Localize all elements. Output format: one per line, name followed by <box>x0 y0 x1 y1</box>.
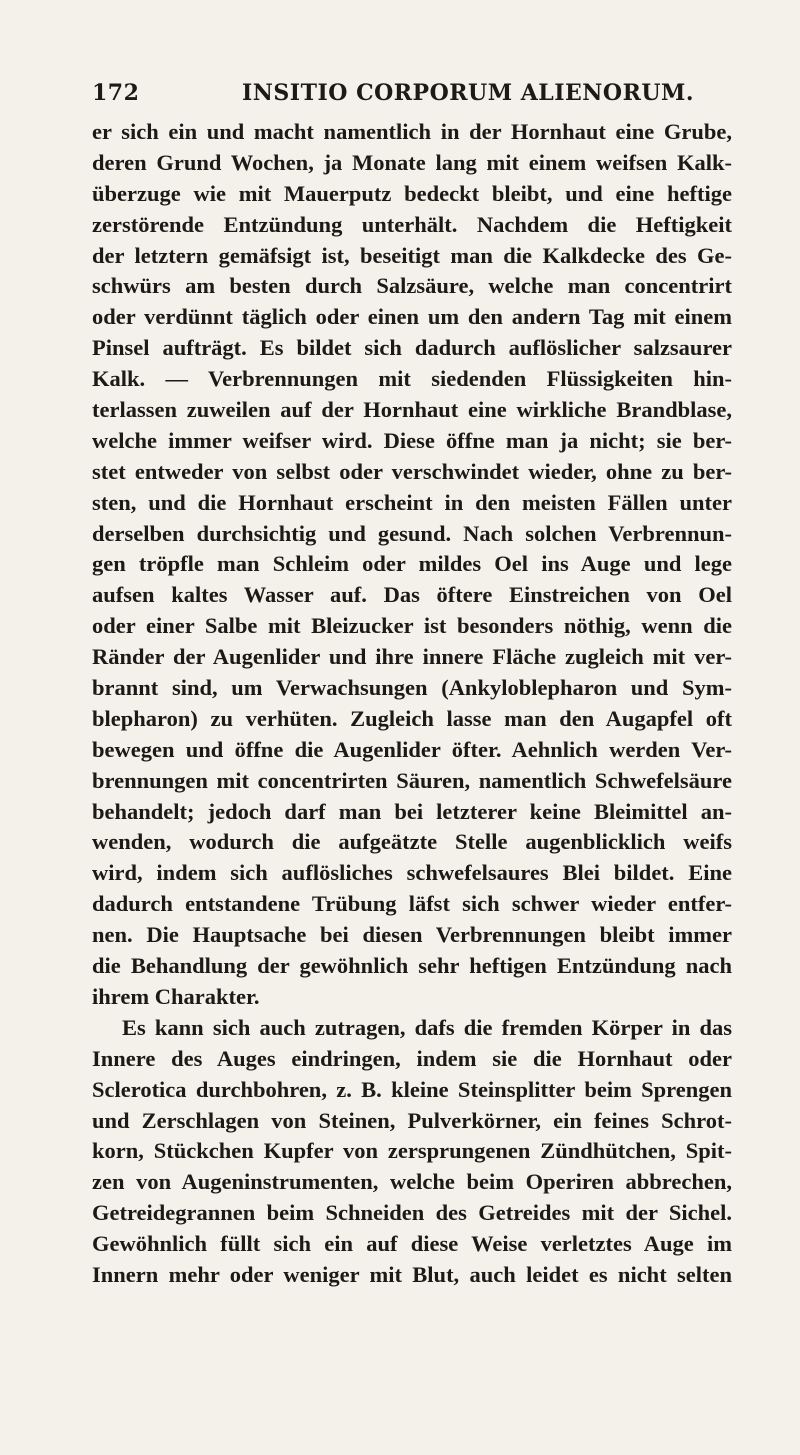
text-line: aufsen kaltes Wasser auf. Das öftere Einstreichen von Oel <box>92 582 732 608</box>
text-line: Es kann sich auch zutragen, dafs die fremden Körper in das <box>122 1014 732 1040</box>
text-line: Getreidegrannen beim Schneiden des Getreides mit der Sichel. <box>92 1200 732 1226</box>
text-line: dadurch entstandene Trübung läfst sich schwer wieder entfer- <box>92 891 732 917</box>
text-line: nen. Die Hauptsache bei diesen Verbrennungen bleibt immer <box>92 922 732 948</box>
text-line: oder verdünnt täglich oder einen um den andern Tag mit einem <box>92 304 732 330</box>
body-text <box>92 117 732 1291</box>
text-line: behandelt; jedoch darf man bei letzterer keine Bleimittel an- <box>92 798 732 824</box>
text-line: brannt sind, um Verwachsungen (Ankyloblepharon und Sym- <box>92 675 732 701</box>
text-line: ihrem Charakter. <box>92 983 260 1009</box>
text-line: der letztern gemäfsigt ist, beseitigt man die Kalkdecke des Ge- <box>92 242 732 268</box>
text-line: sten, und die Hornhaut erscheint in den meisten Fällen unter <box>92 489 732 515</box>
running-title: INSITIO CORPORUM ALIENORUM. <box>242 80 695 106</box>
page-number: 172 <box>92 80 140 106</box>
text-line: schwürs am besten durch Salzsäure, welche man concentrirt <box>92 273 732 299</box>
text-line: Ränder der Augenlider und ihre innere Fläche zugleich mit ver- <box>92 644 732 670</box>
text-line: bewegen und öffne die Augenlider öfter. Aehnlich werden Ver- <box>92 736 732 762</box>
text-line: Pinsel aufträgt. Es bildet sich dadurch auflöslicher salzsaurer <box>92 335 732 361</box>
text-line: die Behandlung der gewöhnlich sehr heftigen Entzündung nach <box>92 953 732 979</box>
text-line: Gewöhnlich füllt sich ein auf diese Weise verletztes Auge im <box>92 1231 732 1257</box>
text-line: Sclerotica durchbohren, z. B. kleine Steinsplitter beim Sprengen <box>92 1076 732 1102</box>
text-line: deren Grund Wochen, ja Monate lang mit einem weifsen Kalk- <box>92 149 732 175</box>
text-line: welche immer weifser wird. Diese öffne man ja nicht; sie ber- <box>92 427 732 453</box>
text-line: blepharon) zu verhüten. Zugleich lasse man den Augapfel oft <box>92 705 732 731</box>
text-line: stet entweder von selbst oder verschwindet wieder, ohne zu ber- <box>92 458 732 484</box>
text-line: terlassen zuweilen auf der Hornhaut eine wirkliche Brandblase, <box>92 397 732 423</box>
text-line: derselben durchsichtig und gesund. Nach solchen Verbrennun- <box>92 520 732 546</box>
text-line: überzuge wie mit Mauerputz bedeckt bleibt, und eine heftige <box>92 180 732 206</box>
text-line: Innern mehr oder weniger mit Blut, auch leidet es nicht selten <box>92 1261 732 1287</box>
text-line: er sich ein und macht namentlich in der Hornhaut eine Grube, <box>92 119 732 144</box>
running-header <box>92 80 732 114</box>
text-line: oder einer Salbe mit Bleizucker ist besonders nöthig, wenn die <box>92 613 732 639</box>
text-line: brennungen mit concentrirten Säuren, namentlich Schwefelsäure <box>92 767 732 793</box>
text-line: gen tröpfle man Schleim oder mildes Oel ins Auge und lege <box>92 551 732 577</box>
text-line: korn, Stückchen Kupfer von zersprungenen Zündhütchen, Spit- <box>92 1138 732 1164</box>
text-line: wenden, wodurch die aufgeätzte Stelle augenblicklich weifs <box>92 829 732 855</box>
text-line: zen von Augeninstrumenten, welche beim Operiren abbrechen, <box>92 1169 732 1195</box>
text-line: zerstörende Entzündung unterhält. Nachdem die Heftigkeit <box>92 211 732 237</box>
text-line: und Zerschlagen von Steinen, Pulverkörner, ein feines Schrot- <box>92 1107 732 1133</box>
text-line: wird, indem sich auflösliches schwefelsaures Blei bildet. Eine <box>92 860 732 886</box>
text-line: Innere des Auges eindringen, indem sie die Hornhaut oder <box>92 1045 732 1071</box>
text-line: Kalk. — Verbrennungen mit siedenden Flüssigkeiten hin- <box>92 366 732 392</box>
